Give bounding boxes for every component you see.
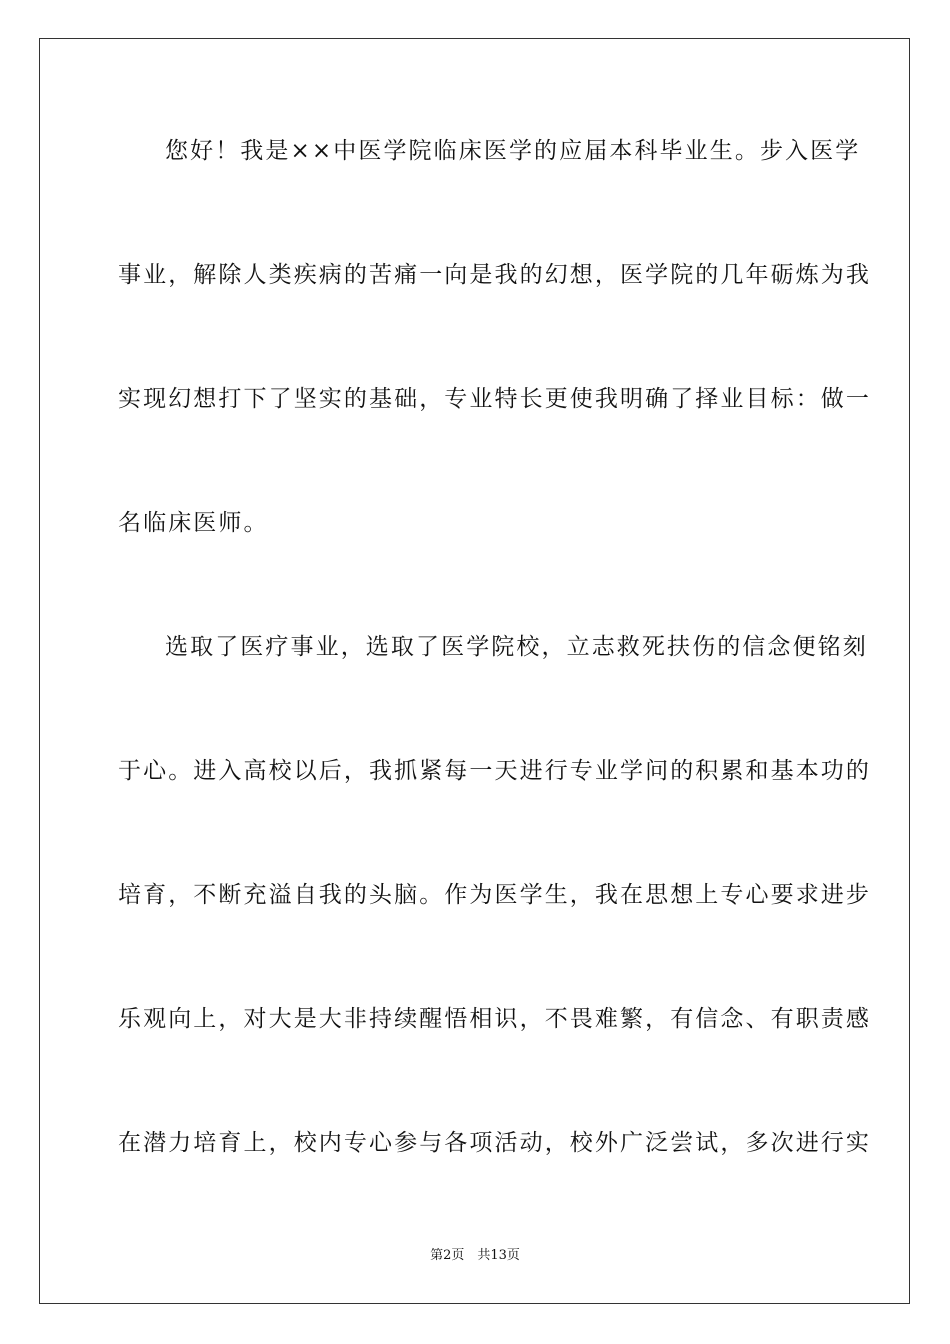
paragraph-1-line-1: 您好！我是××中医学院临床医学的应届本科毕业生。步入医学 (165, 138, 861, 164)
paragraph-2-line-2: 于心。进入高校以后，我抓紧每一天进行专业学问的积累和基本功的 (118, 758, 871, 784)
paragraph-2-line-4: 乐观向上，对大是大非持续醒悟相识，不畏难繁，有信念、有职责感 (118, 1006, 871, 1032)
paragraph-2-line-3: 培育，不断充溢自我的头脑。作为医学生，我在思想上专心要求进步 (118, 882, 871, 908)
paragraph-2-line-1: 选取了医疗事业，选取了医学院校，立志救死扶伤的信念便铭刻 (165, 634, 868, 660)
paragraph-1-line-3: 实现幻想打下了坚实的基础，专业特长更使我明确了择业目标：做一 (118, 386, 871, 412)
page-number-footer: 第2页 共13页 (430, 1248, 520, 1263)
paragraph-1-line-4: 名临床医师。 (118, 510, 269, 536)
paragraph-1-line-2: 事业，解除人类疾病的苦痛一向是我的幻想，医学院的几年砺炼为我 (118, 262, 871, 288)
paragraph-2-line-5: 在潜力培育上，校内专心参与各项活动，校外广泛尝试，多次进行实 (118, 1130, 871, 1156)
page-border (39, 38, 910, 1304)
